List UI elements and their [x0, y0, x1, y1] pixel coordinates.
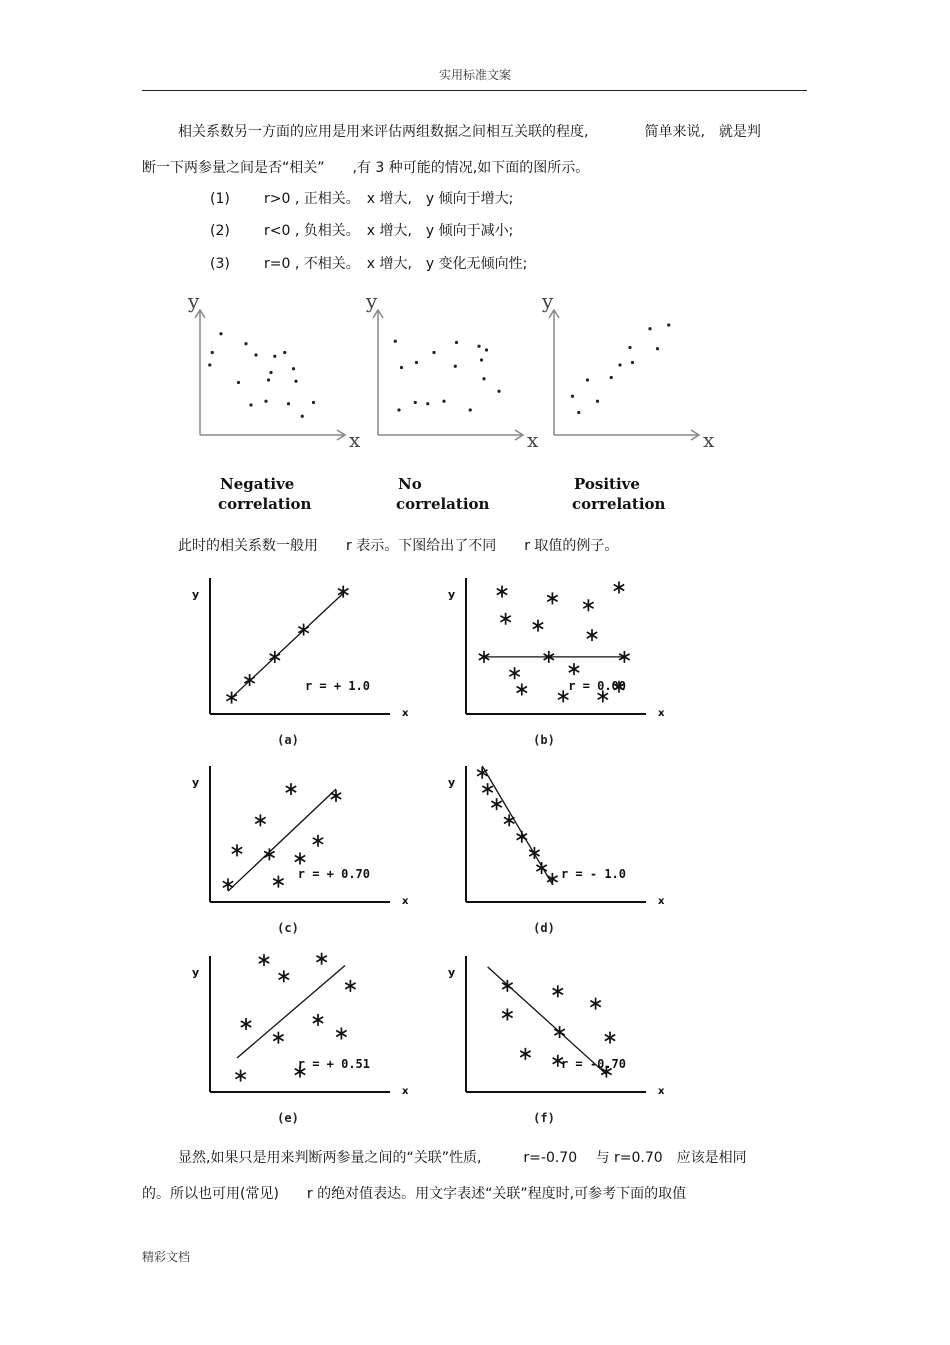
r-value-label: r = + 1.0 — [304, 679, 370, 693]
x-axis-label: x — [402, 1086, 409, 1097]
x-axis-label: x — [402, 708, 409, 719]
page-footer: 精彩文档 — [142, 1250, 191, 1264]
data-point — [469, 408, 472, 411]
y-axis-label: y — [366, 289, 378, 313]
asterisk-data-point — [509, 667, 519, 679]
panel-label-line2: correlation — [218, 495, 312, 513]
y-axis-label: y — [448, 776, 456, 789]
asterisk-data-point — [255, 814, 265, 826]
asterisk-data-point — [583, 599, 593, 611]
data-point — [618, 363, 621, 366]
asterisk-data-point — [482, 783, 492, 795]
asterisk-data-point — [491, 798, 501, 810]
data-point — [628, 346, 631, 349]
data-point — [219, 332, 222, 335]
x-axis-label: x — [402, 896, 409, 907]
r-value-label: r = -0.70 — [560, 1057, 626, 1071]
data-point — [596, 400, 599, 403]
intro-paragraph — [142, 114, 807, 186]
data-point — [577, 411, 580, 414]
data-point — [254, 353, 257, 356]
data-point — [477, 345, 480, 348]
x-axis-label: x — [527, 428, 539, 452]
x-axis-label: x — [349, 428, 361, 452]
asterisk-data-point — [241, 1018, 251, 1030]
data-point — [485, 348, 488, 351]
data-point — [273, 355, 276, 358]
correlation-types-figure — [178, 289, 715, 518]
y-axis-label: y — [542, 289, 554, 313]
scatter-panel — [192, 953, 409, 1125]
scatter-panel — [187, 289, 361, 513]
data-point — [442, 400, 445, 403]
data-point — [211, 351, 214, 354]
data-point — [610, 376, 613, 379]
data-point — [656, 347, 659, 350]
asterisk-data-point — [520, 1048, 530, 1060]
intro-line-1: 相关系数另一方面的应用是用来评估两组数据之间相互关联的程度, 简单来说, 就是判 — [178, 124, 761, 140]
data-point — [400, 366, 403, 369]
scatter-panel — [541, 289, 715, 513]
asterisk-data-point — [500, 613, 510, 625]
y-axis-label: y — [192, 588, 200, 601]
asterisk-data-point — [313, 835, 323, 847]
data-point — [586, 378, 589, 381]
data-point — [414, 401, 417, 404]
panel-caption: (a) — [277, 733, 299, 747]
panel-label-line1: Negative — [220, 475, 295, 493]
y-axis-label: y — [448, 588, 456, 601]
y-axis-label: y — [192, 966, 200, 979]
data-point — [269, 371, 272, 374]
sentence-r-intro: 此时的相关系数一般用 r 表示。下图给出了不同 r 取值的例子。 — [178, 538, 619, 554]
data-point — [287, 402, 290, 405]
data-point — [497, 390, 500, 393]
r-value-label: r = 0.00 — [568, 679, 626, 693]
asterisk-data-point — [295, 852, 305, 864]
scatter-panel — [448, 578, 665, 747]
data-point — [292, 367, 295, 370]
asterisk-data-point — [273, 876, 283, 888]
asterisk-data-point — [553, 985, 563, 997]
data-point — [312, 401, 315, 404]
data-point — [294, 380, 297, 383]
asterisk-data-point — [259, 954, 269, 966]
r-value-examples-figure — [180, 570, 690, 1130]
asterisk-data-point — [316, 953, 326, 965]
asterisk-data-point — [533, 620, 543, 632]
asterisk-data-point — [313, 1014, 323, 1026]
y-axis-label: y — [188, 289, 200, 313]
r-value-label: r = + 0.51 — [297, 1057, 370, 1071]
data-point — [667, 323, 670, 326]
data-point — [426, 402, 429, 405]
panel-label-line2: correlation — [396, 495, 490, 513]
panel-caption: (b) — [533, 733, 555, 747]
asterisk-data-point — [286, 783, 296, 795]
x-axis-label: x — [658, 708, 665, 719]
case-item: (1) r>0 , 正相关。 x 增大, y 倾向于增大; — [210, 191, 514, 207]
x-axis-label: x — [658, 1086, 665, 1097]
asterisk-data-point — [614, 582, 624, 594]
scatter-panel — [365, 289, 539, 513]
asterisk-data-point — [517, 684, 527, 696]
asterisk-data-point — [558, 690, 568, 702]
panel-caption: (d) — [533, 921, 555, 935]
data-point — [480, 358, 483, 361]
asterisk-data-point — [605, 1032, 615, 1044]
x-axis-label: x — [658, 896, 665, 907]
x-axis-label: x — [703, 428, 715, 452]
asterisk-data-point — [336, 1028, 346, 1040]
data-point — [301, 415, 304, 418]
data-point — [208, 363, 211, 366]
asterisk-data-point — [338, 586, 348, 598]
asterisk-data-point — [587, 629, 597, 641]
asterisk-data-point — [232, 844, 242, 856]
scatter-panel — [448, 766, 665, 935]
intro-line-2: 断一下两参量之间是否“相关” ,有 3 种可能的情况,如下面的图所示。 — [142, 160, 590, 176]
data-point — [394, 340, 397, 343]
panel-caption: (e) — [277, 1111, 299, 1125]
conclusion-paragraph — [142, 1140, 807, 1212]
page-header-title: 实用标准文案 — [438, 68, 511, 82]
data-point — [432, 351, 435, 354]
asterisk-data-point — [264, 848, 274, 860]
header-divider — [142, 90, 807, 91]
asterisk-data-point — [345, 980, 355, 992]
asterisk-data-point — [504, 814, 514, 826]
data-point — [267, 378, 270, 381]
data-point — [571, 395, 574, 398]
conclusion-line-1: 显然,如果只是用来判断两参量之间的“关联”性质, r=-0.70 与 r=0.70 应该是相同 — [178, 1150, 747, 1166]
data-point — [631, 361, 634, 364]
r-value-label: r = + 0.70 — [297, 867, 370, 881]
panel-label-line1: No — [398, 475, 422, 493]
trend-line — [237, 966, 345, 1058]
scatter-panel — [192, 766, 409, 935]
y-axis-label: y — [448, 966, 456, 979]
asterisk-data-point — [502, 1008, 512, 1020]
asterisk-data-point — [517, 831, 527, 843]
data-point — [648, 327, 651, 330]
asterisk-data-point — [590, 998, 600, 1010]
data-point — [283, 351, 286, 354]
asterisk-data-point — [273, 1032, 283, 1044]
scatter-panel — [448, 956, 665, 1125]
case-item: (3) r=0 , 不相关。 x 增大, y 变化无倾向性; — [210, 256, 528, 272]
panel-caption: (f) — [533, 1111, 555, 1125]
data-point — [482, 377, 485, 380]
asterisk-data-point — [279, 970, 289, 982]
data-point — [455, 341, 458, 344]
data-point — [264, 400, 267, 403]
asterisk-data-point — [235, 1070, 245, 1082]
data-point — [237, 381, 240, 384]
case-item: (2) r<0 , 负相关。 x 增大, y 倾向于减小; — [210, 223, 514, 239]
r-value-label: r = - 1.0 — [560, 867, 626, 881]
scatter-panel — [192, 578, 409, 747]
y-axis-label: y — [192, 776, 200, 789]
asterisk-data-point — [569, 663, 579, 675]
panel-caption: (c) — [277, 921, 299, 935]
data-point — [249, 403, 252, 406]
panel-label-line1: Positive — [574, 475, 640, 493]
data-point — [454, 365, 457, 368]
data-point — [244, 342, 247, 345]
asterisk-data-point — [497, 586, 507, 598]
asterisk-data-point — [547, 592, 557, 604]
data-point — [397, 408, 400, 411]
conclusion-line-2: 的。所以也可用(常见) r 的绝对值表达。用文字表述“关联”程度时,可参考下面的取值 — [142, 1186, 687, 1202]
data-point — [415, 361, 418, 364]
panel-label-line2: correlation — [572, 495, 666, 513]
